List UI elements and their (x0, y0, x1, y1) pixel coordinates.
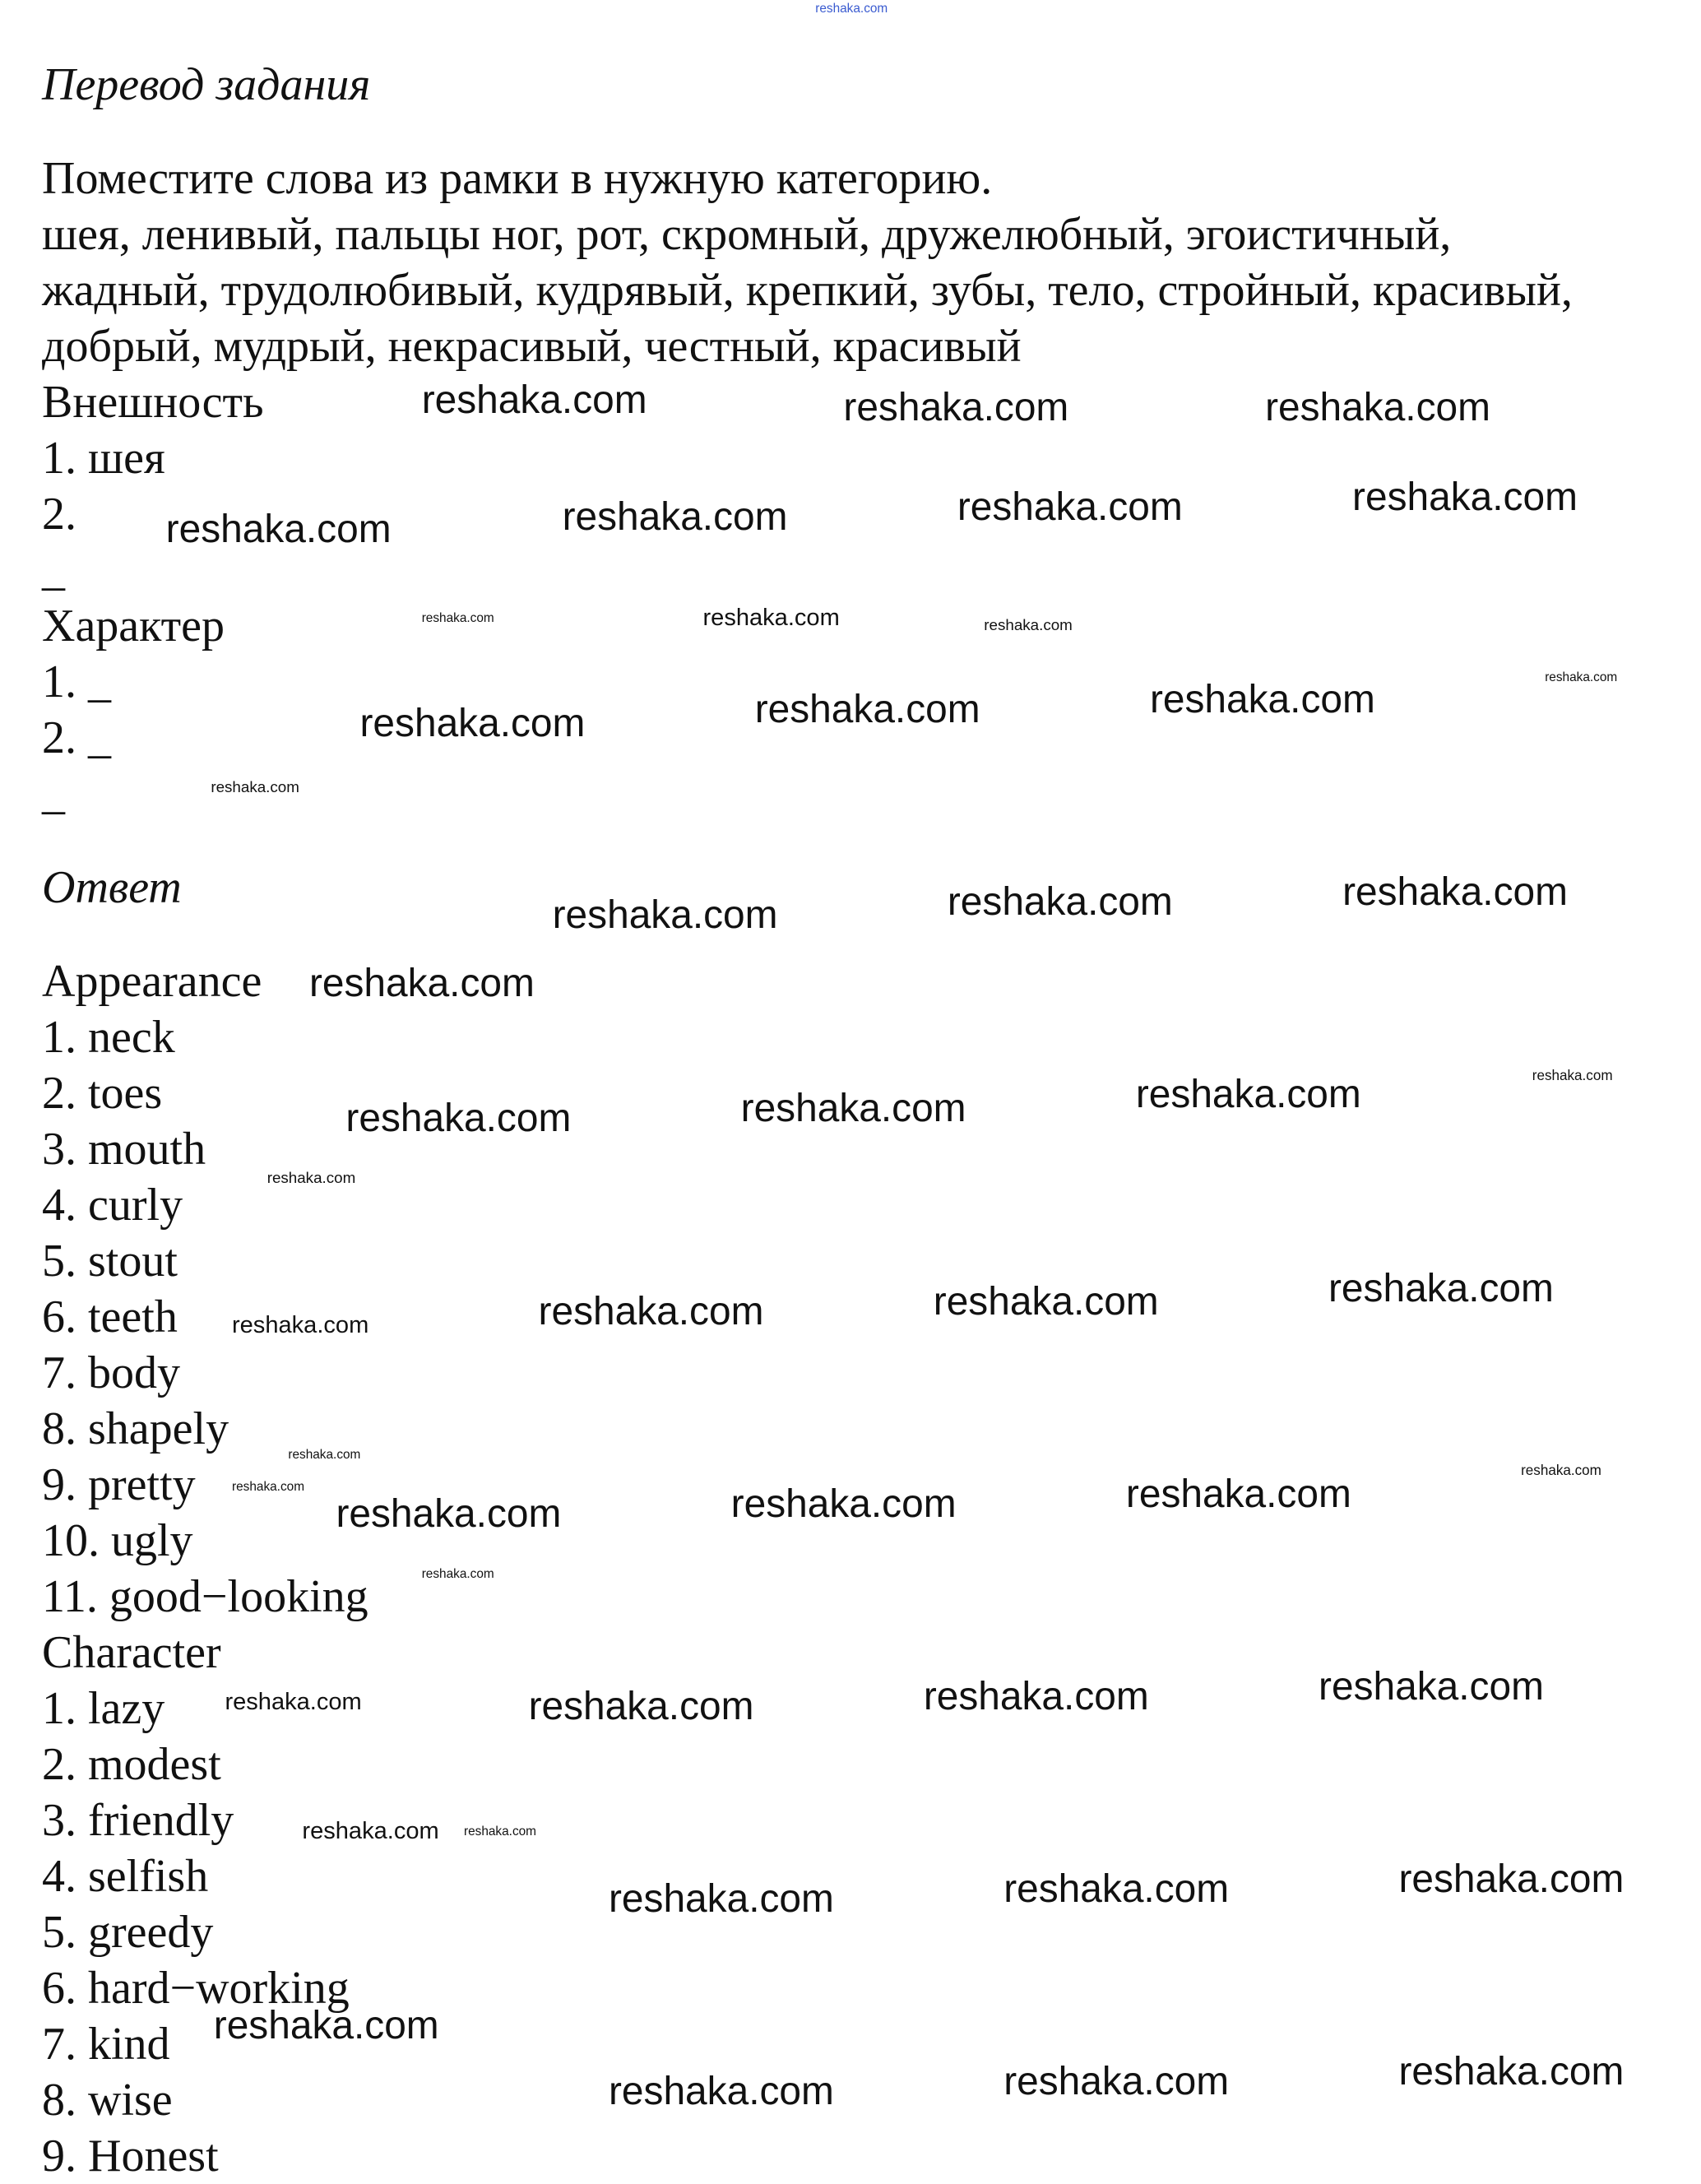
watermark: reshaka.com (957, 485, 1183, 530)
watermark: reshaka.com (608, 2070, 834, 2114)
watermark: reshaka.com (1532, 1067, 1613, 1083)
watermark: reshaka.com (538, 1289, 764, 1333)
watermark: reshaka.com (933, 1279, 1159, 1324)
watermark: reshaka.com (288, 1448, 361, 1463)
watermark: reshaka.com (740, 1087, 966, 1131)
watermark: reshaka.com (1135, 1073, 1361, 1117)
list-item: 9. pretty (42, 1459, 196, 1510)
watermark: reshaka.com (528, 1684, 754, 1728)
watermark: reshaka.com (421, 378, 647, 423)
appearance-title-ru: Внешность (42, 377, 264, 428)
watermark: reshaka.com (213, 2003, 439, 2047)
watermark: reshaka.com (302, 1818, 439, 1845)
watermark: reshaka.com (1125, 1472, 1351, 1516)
watermark: reshaka.com (1149, 678, 1375, 722)
list-item: 10. ugly (42, 1515, 193, 1566)
list-item: 2. toes (42, 1068, 163, 1119)
list-item: 1. lazy (42, 1683, 165, 1734)
watermark: reshaka.com (1265, 385, 1490, 429)
watermark: reshaka.com (754, 688, 980, 732)
list-item: 1. _ (42, 656, 111, 707)
watermark: reshaka.com (1003, 1866, 1230, 1911)
watermark: reshaka.com (225, 1689, 362, 1716)
watermark: reshaka.com (359, 702, 586, 746)
list-item: 7. kind (42, 2019, 170, 2070)
list-item: 3. mouth (42, 1124, 206, 1175)
watermark: reshaka.com (231, 1480, 305, 1495)
list-item: 8. wise (42, 2075, 173, 2126)
appearance-title: Appearance (42, 956, 262, 1007)
list-item: 4. selfish (42, 1851, 209, 1902)
list-item: 3. friendly (42, 1795, 234, 1846)
character-title: Character (42, 1627, 221, 1678)
watermark: reshaka.com (562, 494, 788, 539)
watermark: reshaka.com (1521, 1463, 1601, 1479)
watermark: reshaka.com (843, 385, 1069, 429)
watermark: reshaka.com (1352, 475, 1578, 520)
watermark: reshaka.com (1398, 2050, 1625, 2094)
watermark: reshaka.com (1319, 1664, 1544, 1709)
watermark: reshaka.com (267, 1168, 356, 1186)
watermark: reshaka.com (1342, 870, 1568, 915)
task-instruction: Поместите слова из рамки в нужную категорию. (42, 153, 993, 204)
character-title-ru: Характер (42, 600, 225, 651)
list-item: 2. (42, 489, 76, 540)
watermark: reshaka.com (231, 1312, 369, 1339)
answer-heading: Ответ (42, 862, 182, 913)
list-item: 1. шея (42, 433, 165, 484)
watermark: reshaka.com (336, 1491, 562, 1536)
list-item: 7. body (42, 1347, 180, 1398)
list-item: 6. teeth (42, 1291, 178, 1342)
task-heading: Перевод задания (42, 59, 371, 110)
watermark: reshaka.com (211, 777, 299, 795)
list-item: 4. curly (42, 1180, 183, 1231)
watermark: reshaka.com (165, 508, 392, 552)
list-item: 6. hard−working (42, 1963, 350, 2014)
list-item: 9. Honest (42, 2131, 219, 2182)
watermark: reshaka.com (1328, 1267, 1554, 1311)
watermark: reshaka.com (730, 1482, 957, 1526)
watermark: reshaka.com (702, 605, 840, 632)
watermark: reshaka.com (923, 1674, 1149, 1718)
watermark: reshaka.com (1545, 670, 1618, 685)
list-item: 5. stout (42, 1236, 178, 1287)
watermark: reshaka.com (308, 962, 535, 1006)
list-item: _ (42, 768, 65, 819)
list-item: 2. _ (42, 712, 111, 763)
list-item: _ (42, 545, 65, 596)
watermark: reshaka.com (421, 611, 494, 626)
watermark: reshaka.com (552, 893, 778, 937)
watermark: reshaka.com (463, 1825, 536, 1839)
word-list-line: добрый, мудрый, некрасивый, честный, красивый (42, 321, 1022, 372)
list-item: 2. modest (42, 1739, 221, 1790)
character-list (42, 1681, 1668, 2184)
word-list-line: шея, ленивый, пальцы ног, рот, скромный, дружелюбный, эгоистичный, (42, 209, 1452, 260)
list-item: 8. shapely (42, 1403, 229, 1454)
watermark: reshaka.com (1003, 2060, 1230, 2104)
watermark: reshaka.com (815, 1, 888, 16)
watermark: reshaka.com (947, 880, 1173, 925)
watermark: reshaka.com (608, 1876, 834, 1921)
list-item: 5. greedy (42, 1907, 214, 1958)
list-item: 1. neck (42, 1012, 175, 1063)
watermark: reshaka.com (421, 1567, 494, 1582)
list-item: 11. good−looking (42, 1571, 368, 1622)
watermark: reshaka.com (1398, 1857, 1625, 1901)
watermark: reshaka.com (984, 616, 1073, 634)
watermark: reshaka.com (345, 1097, 572, 1141)
word-list-line: жадный, трудолюбивый, кудрявый, крепкий, зубы, тело, стройный, красивый, (42, 265, 1573, 316)
